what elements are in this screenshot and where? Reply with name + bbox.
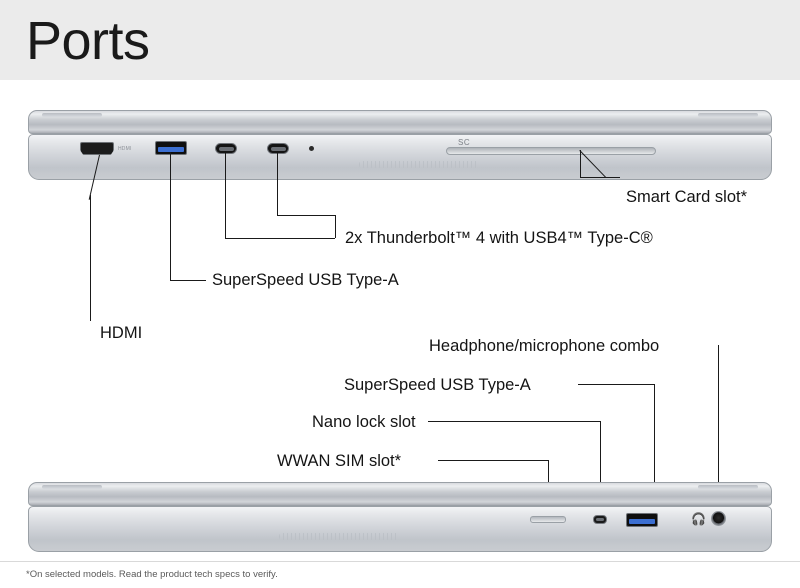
smart-card-mark: SC bbox=[458, 138, 471, 147]
callout-wwan-sim-slot: WWAN SIM slot* bbox=[277, 452, 402, 470]
smart-card-slot bbox=[446, 147, 656, 155]
usb-c-tongue bbox=[271, 147, 286, 151]
leader-thunderbolt-h1 bbox=[225, 238, 335, 239]
footer-divider bbox=[0, 561, 800, 562]
usb-a-tongue bbox=[158, 147, 184, 152]
leader-nanolock-horizontal bbox=[428, 421, 600, 422]
leader-smartcard-vertical bbox=[580, 150, 581, 178]
hinge-notch-right bbox=[698, 113, 758, 117]
vent-grille-2 bbox=[279, 533, 399, 540]
leader-thunderbolt-v2 bbox=[277, 153, 278, 215]
leader-hdmi-vertical bbox=[90, 195, 91, 321]
usb-c-tongue bbox=[219, 147, 234, 151]
leader-usba-top-vertical bbox=[170, 152, 171, 280]
leader-thunderbolt-h2 bbox=[277, 215, 335, 216]
callout-nano-lock-slot: Nano lock slot bbox=[312, 413, 416, 431]
leader-sim-horizontal bbox=[438, 460, 548, 461]
laptop-lid-top bbox=[28, 110, 772, 134]
indicator-hole bbox=[309, 146, 314, 151]
leader-thunderbolt-v1 bbox=[225, 153, 226, 238]
laptop-base-top bbox=[28, 134, 772, 180]
wwan-sim-slot bbox=[530, 516, 566, 523]
laptop-top-view bbox=[28, 110, 772, 172]
nano-lock-bar bbox=[596, 518, 604, 521]
hinge-notch-right-2 bbox=[698, 485, 758, 489]
callout-superspeed-usb-type-a-top: SuperSpeed USB Type-A bbox=[212, 271, 399, 289]
headphone-icon: 🎧 bbox=[691, 512, 706, 526]
laptop-lid-bottom bbox=[28, 482, 772, 506]
laptop-base-bottom bbox=[28, 506, 772, 552]
hinge-notch-left bbox=[42, 113, 102, 117]
usb-type-a-port-bottom bbox=[626, 513, 658, 527]
usb-type-a-port-top bbox=[155, 141, 187, 155]
hinge-notch-left-2 bbox=[42, 485, 102, 489]
thunderbolt-port-2 bbox=[267, 143, 289, 154]
footnote-text: *On selected models. Read the product tech specs to verify. bbox=[26, 569, 278, 580]
leader-usba-top-horizontal bbox=[170, 280, 206, 281]
callout-hdmi: HDMI bbox=[100, 324, 143, 342]
headphone-microphone-jack bbox=[711, 511, 726, 526]
callout-thunderbolt bbox=[345, 229, 653, 247]
leader-thunderbolt-join bbox=[335, 215, 336, 238]
usb-a-tongue bbox=[629, 519, 655, 524]
thunderbolt-port-1 bbox=[215, 143, 237, 154]
callout-smart-card-slot: Smart Card slot* bbox=[626, 188, 748, 206]
vent-grille bbox=[359, 161, 479, 168]
leader-smartcard-horizontal bbox=[580, 177, 620, 178]
callout-headphone-microphone-combo: Headphone/microphone combo bbox=[429, 337, 660, 355]
callout-superspeed-usb-type-a-bottom: SuperSpeed USB Type-A bbox=[344, 376, 531, 394]
callout-thunderbolt-label: 2x Thunderbolt™ 4 with USB4™ Type-C® bbox=[345, 229, 653, 247]
page-title: Ports bbox=[26, 11, 150, 71]
hdmi-port bbox=[80, 142, 114, 155]
nano-lock-slot bbox=[593, 515, 607, 524]
leader-usba-bottom-horizontal bbox=[578, 384, 654, 385]
laptop-bottom-view bbox=[28, 482, 772, 544]
hdmi-label-mark: HDMI bbox=[118, 146, 132, 152]
